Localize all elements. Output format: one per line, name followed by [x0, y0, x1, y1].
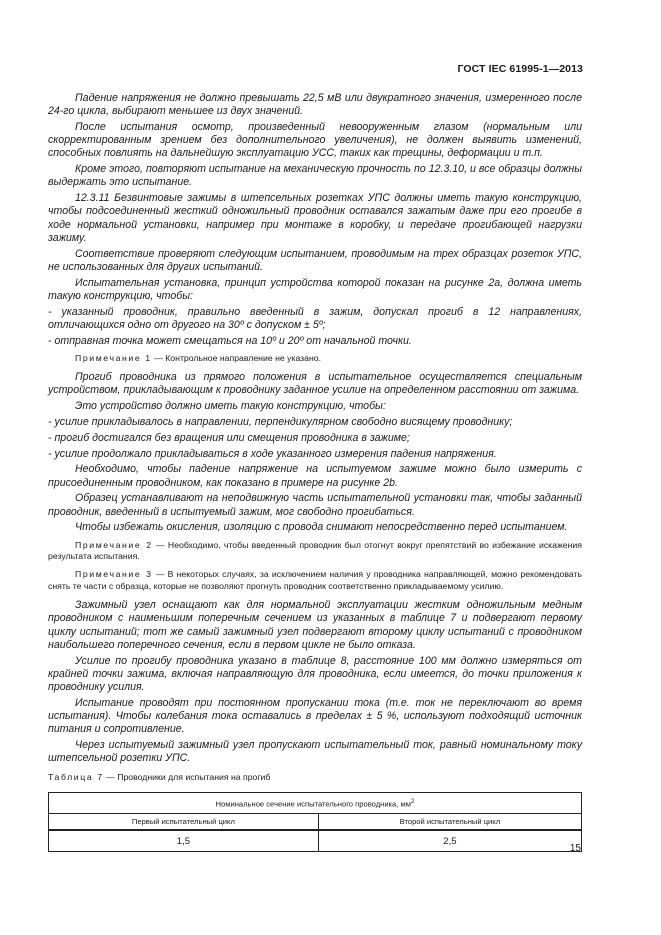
paragraph: Соответствие проверяют следующим испытанием, проводимым на трех образцах розеток УПС, не использованных для других испытаний.: [48, 247, 582, 273]
table-caption: [48, 771, 582, 783]
paragraph: Испытательная установка, принцип устройства которой показан на рисунке 2а, должна иметь такую конструкцию, чтобы:: [48, 276, 582, 302]
paragraph: Зажимный узел оснащают как для нормальной эксплуатации жестким одножильным медным проводником с наименьшим поперечным сечением из указанных в таблице 7 и подвергают первому циклу испытаний; тот же самый зажимный узел подвергают второму циклу испытаний с проводником наибольшего поперечного сечения, если в первом цикле не было отказа.: [48, 599, 582, 651]
paragraph: Необходимо, чтобы падение напряжение на испытуемом зажиме можно было измерить с присоединенным проводником, как показано в примере на рисунке 2b.: [48, 463, 582, 489]
list-item: - усилие прикладывалось в направлении, перпендикулярном свободно висящему проводнику;: [48, 416, 513, 429]
paragraph: Кроме этого, повторяют испытание на механическую прочность по 12.3.10, и все образцы должны выдержать это испытание.: [48, 163, 582, 189]
unit-superscript: 2: [410, 798, 415, 806]
note-1: [48, 353, 582, 364]
clause-12-3-11: 12.3.11 Безвинтовые зажимы в штепсельных розетках УПС должны иметь такую конструкцию, чтобы подсоединенный жесткий одножильный проводник оставался зажатым даже при его прогибе в ходе нормальной установки, например при монтаже в коробку, и передаче прогибающей нагрузки зажиму.: [48, 192, 582, 244]
table-col-header-second: Второй испытательный цикл: [318, 814, 581, 831]
list-item: - указанный проводник, правильно введенный в зажим, допускал прогиб в 12 направлениях, отличающихся одно от другого на 30º с допуском ± 5º;: [48, 305, 582, 331]
note-text: — В некоторых случаях, за исключением наличия у проводника направляющей, можно рекомендовать снять те части с образца, которые не позволяют прогнуть проводник соответственно прикладываемому усилию.: [48, 569, 582, 591]
paragraph: Чтобы избежать окисления, изоляцию с провода снимают непосредственно перед испытанием.: [75, 521, 568, 534]
page-body: [48, 92, 582, 852]
paragraph: Через испытуемый зажимный узел пропускают испытательный ток, равный номинальному току штепсельной розетки УПС.: [48, 739, 582, 765]
page-number: 15: [569, 843, 581, 854]
paragraph: Это устройство должно иметь такую конструкцию, чтобы:: [75, 400, 386, 413]
table-col-header-first: Первый испытательный цикл: [49, 814, 319, 831]
paragraph: Образец устанавливают на неподвижную часть испытательной установки так, чтобы заданный проводник, введенный в испытуемый зажим, мог свободно прогибаться.: [48, 492, 582, 518]
note-label: Примечание 2: [75, 539, 153, 550]
paragraph: Падение напряжения не должно превышать 22,5 мВ или двукратного значения, измеренного после 24-го цикла, выбирают меньшее из двух значений.: [48, 92, 582, 118]
list-item: - усилие продолжало прикладываться в ходе указанного измерения падения напряжения.: [48, 447, 497, 460]
note-label: Примечание 1: [75, 352, 152, 363]
note-label: Примечание 3: [75, 569, 153, 580]
document-header: ГОСТ IEC 61995-1—2013: [457, 63, 583, 75]
paragraph: Прогиб проводника из прямого положения в испытательное осуществляется специальным устройством, прикладывающим к проводнику заданное усилие на определенном расстоянии от зажима.: [48, 371, 582, 397]
table-cell-first: 1,5: [49, 830, 319, 852]
table-cell-second: 2,5: [318, 830, 581, 852]
paragraph: После испытания осмотр, произведенный невооруженным глазом (нормальным или скорректированным зрением без дополнительного увеличения), не должен выявить изменений, способных повлиять на дальнейшую эксплуатацию УСС, таких как трещины, деформации и т.п.: [48, 121, 582, 160]
paragraph: Испытание проводят при постоянном пропускании тока (т.е. ток не переключают во время испытания). Чтобы колебания тока оставались в пределах ± 5 %, используют подходящий источник питания и сопротивление.: [48, 696, 582, 736]
note-text: — Контрольное направление не указано.: [151, 352, 322, 363]
paragraph: Усилие по прогибу проводника указано в таблице 8, расстояние 100 мм должно измеряться от крайней точки зажима, включая направляющую для проводника, если имеется, до точки приложения к проводнику усилия.: [48, 654, 582, 694]
note-2: [48, 540, 582, 563]
table-caption-label: Таблица 7: [48, 772, 104, 783]
note-3: [48, 569, 582, 592]
table-7: [48, 792, 582, 852]
list-item: - отправная точка может смещаться на 10º и 20º от начальной точки.: [48, 334, 412, 347]
table-caption-text: — Проводники для испытания на прогиб: [103, 772, 271, 783]
note-text: — Необходимо, чтобы введенный проводник был отогнут вокруг препятствий во избежание искажения результата испытания.: [48, 539, 582, 562]
list-item: - прогиб достигался без вращения или смещения проводника в зажиме;: [48, 431, 410, 444]
table-header-span: Номинальное сечение испытательного проводника, $мм^2$: [49, 793, 582, 814]
